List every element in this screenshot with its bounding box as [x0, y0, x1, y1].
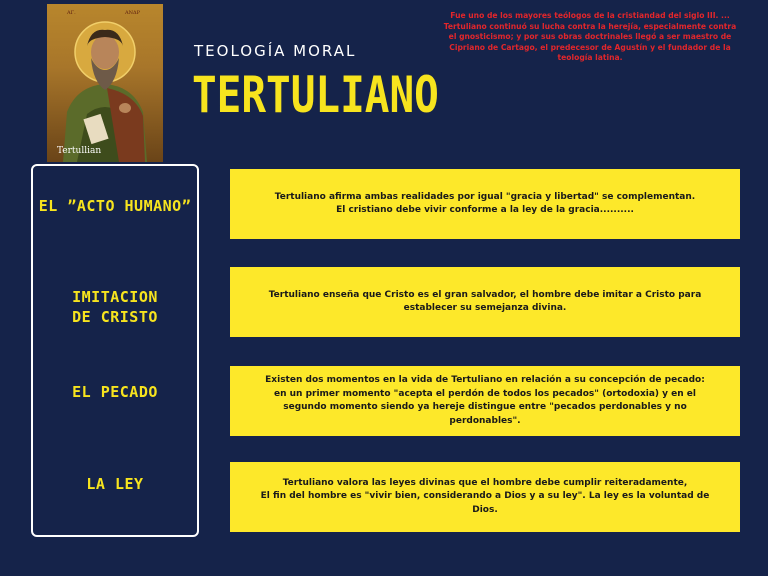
topics-sidebar — [31, 164, 199, 537]
text-box-la-ley — [230, 462, 740, 532]
icon-figure-illustration — [47, 4, 163, 162]
portrait-caption: Tertullian — [57, 146, 102, 156]
text-box-imitacion-text: Tertuliano enseña que Cristo es el gran salvador, el hombre debe imitar a Cristo para establecer su semejanza divina. — [268, 289, 702, 313]
topic-la-ley: LA LEY — [86, 475, 144, 493]
topic-acto-humano: EL ”ACTO HUMANO” — [38, 197, 192, 215]
text-box-el-pecado — [230, 366, 740, 436]
topic-el-pecado: EL PECADO — [72, 383, 158, 401]
tertullian-portrait-image — [47, 4, 163, 162]
text-box-pecado-text: Existen dos momentos en la vida de Tertuliano en relación a su concepción de pecado: en un primer momento "acepta el perdón de todos los pecados" (ortodoxia) y en el segundo momento siendo ya hereje distingue entre "pecados perdonables y no perdonables". — [265, 375, 705, 426]
portrait-inscription-left: ΑΓ. — [67, 10, 76, 16]
topic-imitacion-de-cristo: IMITACION DE CRISTO — [72, 288, 158, 326]
text-box-acto-humano — [230, 169, 740, 239]
portrait-inscription-right: ΑΝΔΡ — [125, 10, 140, 16]
text-box-imitacion-de-cristo — [230, 267, 740, 337]
text-box-acto-humano-text: Tertuliano afirma ambas realidades por igual "gracia y libertad" se complementan. El cristiano debe vivir conforme a la ley de la gracia.......... — [274, 191, 696, 215]
page-subtitle: TEOLOGÍA MORAL — [194, 42, 357, 60]
text-box-ley-text: Tertuliano valora las leyes divinas que el hombre debe cumplir reiteradamente, El fin del hombre es "vivir bien, considerando a Dios y a su ley". La ley es la voluntad de Dios. — [260, 477, 710, 515]
intro-paragraph: Fue uno de los mayores teólogos de la cristiandad del siglo III. ... Tertuliano continuó su lucha contra la herejía, especialmente contra el gnosticismo; y por sus obras doctrinales llegó a ser maestro de Cipriano de Cartago, el predecesor de Agustín y el fundador de la teología latina. — [443, 11, 737, 62]
page-title: TERTULIANO — [192, 66, 439, 124]
